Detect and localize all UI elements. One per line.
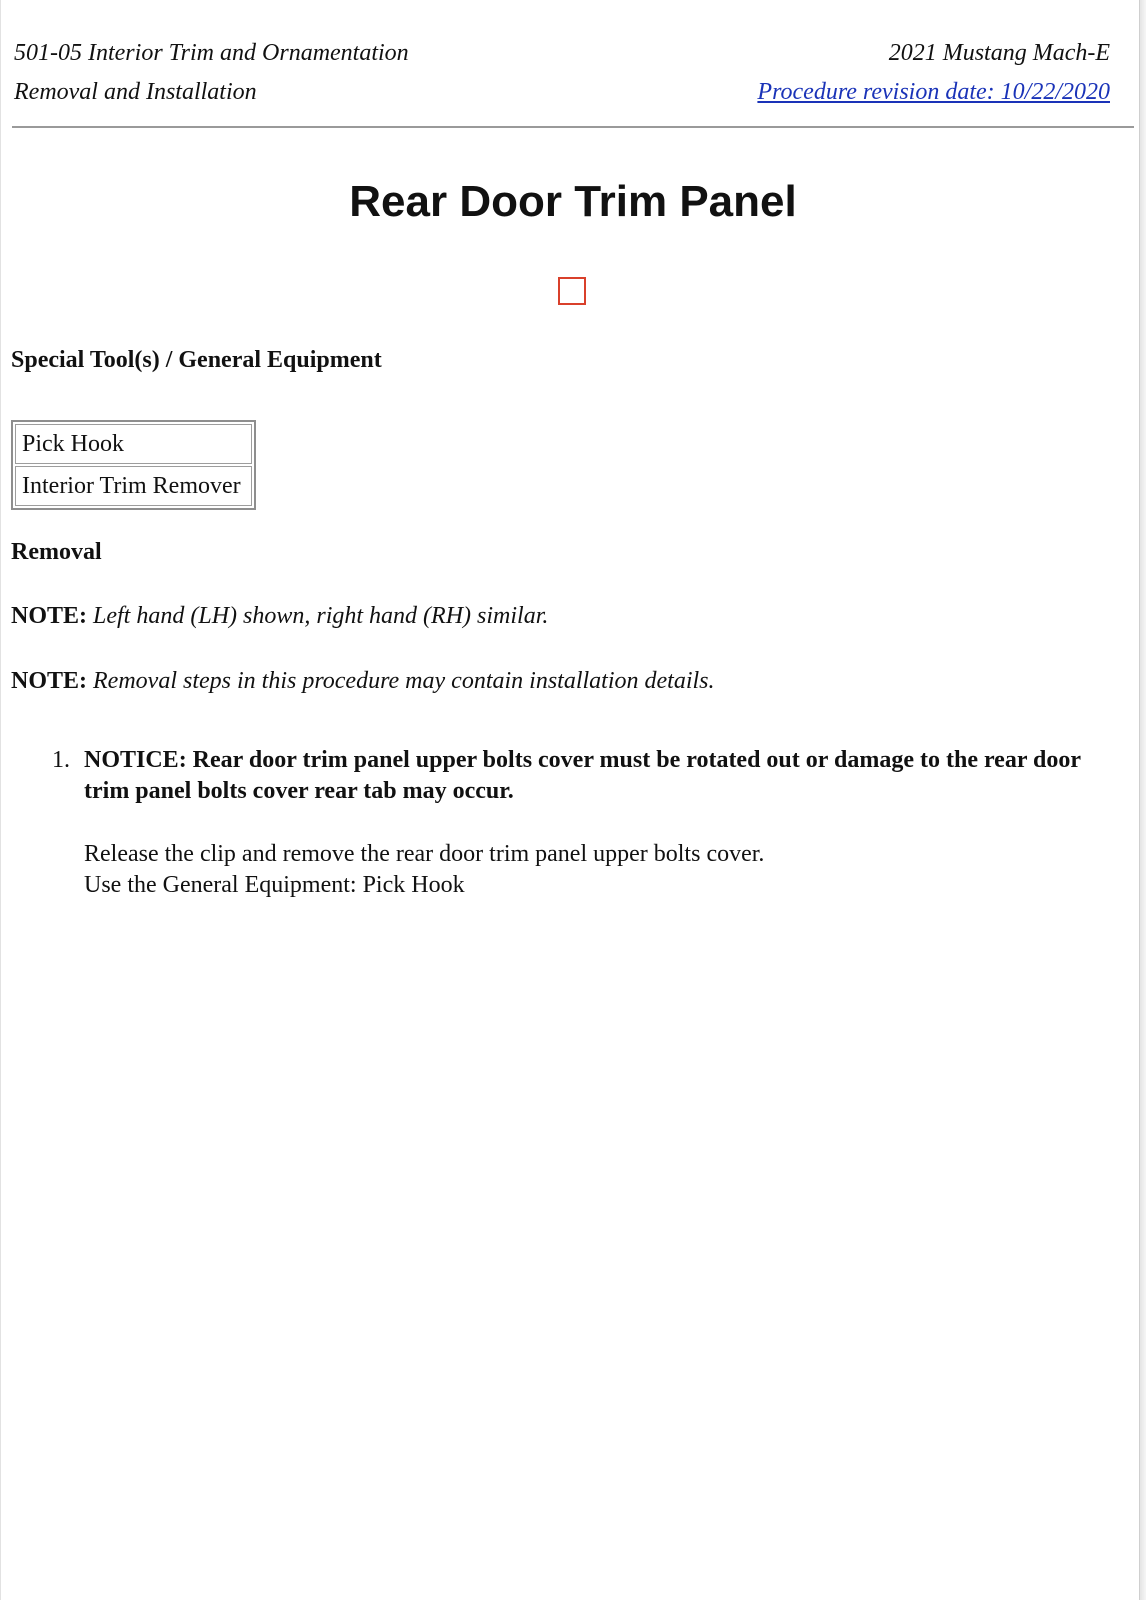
tools-heading: Special Tool(s) / General Equipment <box>11 347 382 373</box>
note-text: Removal steps in this procedure may contain installation details. <box>93 668 715 694</box>
step-line: Use the General Equipment: Pick Hook <box>84 872 465 898</box>
header-vehicle: 2021 Mustang Mach-E <box>888 40 1110 66</box>
page-right-edge <box>1139 0 1146 1600</box>
tool-cell: Pick Hook <box>15 424 252 464</box>
revision-date-link[interactable]: Procedure revision date: 10/22/2020 <box>757 79 1110 105</box>
header-subsection-title: Removal and Installation <box>14 79 257 105</box>
page-left-edge <box>0 0 1 1600</box>
header-divider <box>12 126 1134 128</box>
note-label: NOTE: <box>11 668 88 694</box>
page-title: Rear Door Trim Panel <box>349 177 797 226</box>
step-body <box>84 839 1114 901</box>
note-2 <box>11 666 715 696</box>
step-line: Release the clip and remove the rear door trim panel upper bolts cover. <box>84 841 765 867</box>
note-text: Left hand (LH) shown, right hand (RH) similar. <box>93 603 549 629</box>
step-number: 1. <box>52 747 70 773</box>
step-notice: NOTICE: Rear door trim panel upper bolts cover must be rotated out or damage to the rear door trim panel bolts cover rear tab may occur. <box>84 747 1081 804</box>
tools-table <box>11 420 256 510</box>
header-right <box>757 34 1110 112</box>
note-label: NOTE: <box>11 603 88 629</box>
broken-image-icon[interactable] <box>558 277 586 305</box>
removal-heading: Removal <box>11 539 102 565</box>
table-row <box>15 466 252 506</box>
tool-cell: Interior Trim Remover <box>15 466 252 506</box>
table-row <box>15 424 252 464</box>
header-left <box>14 34 409 112</box>
header-section-title: 501-05 Interior Trim and Ornamentation <box>14 40 409 66</box>
note-1 <box>11 601 548 631</box>
